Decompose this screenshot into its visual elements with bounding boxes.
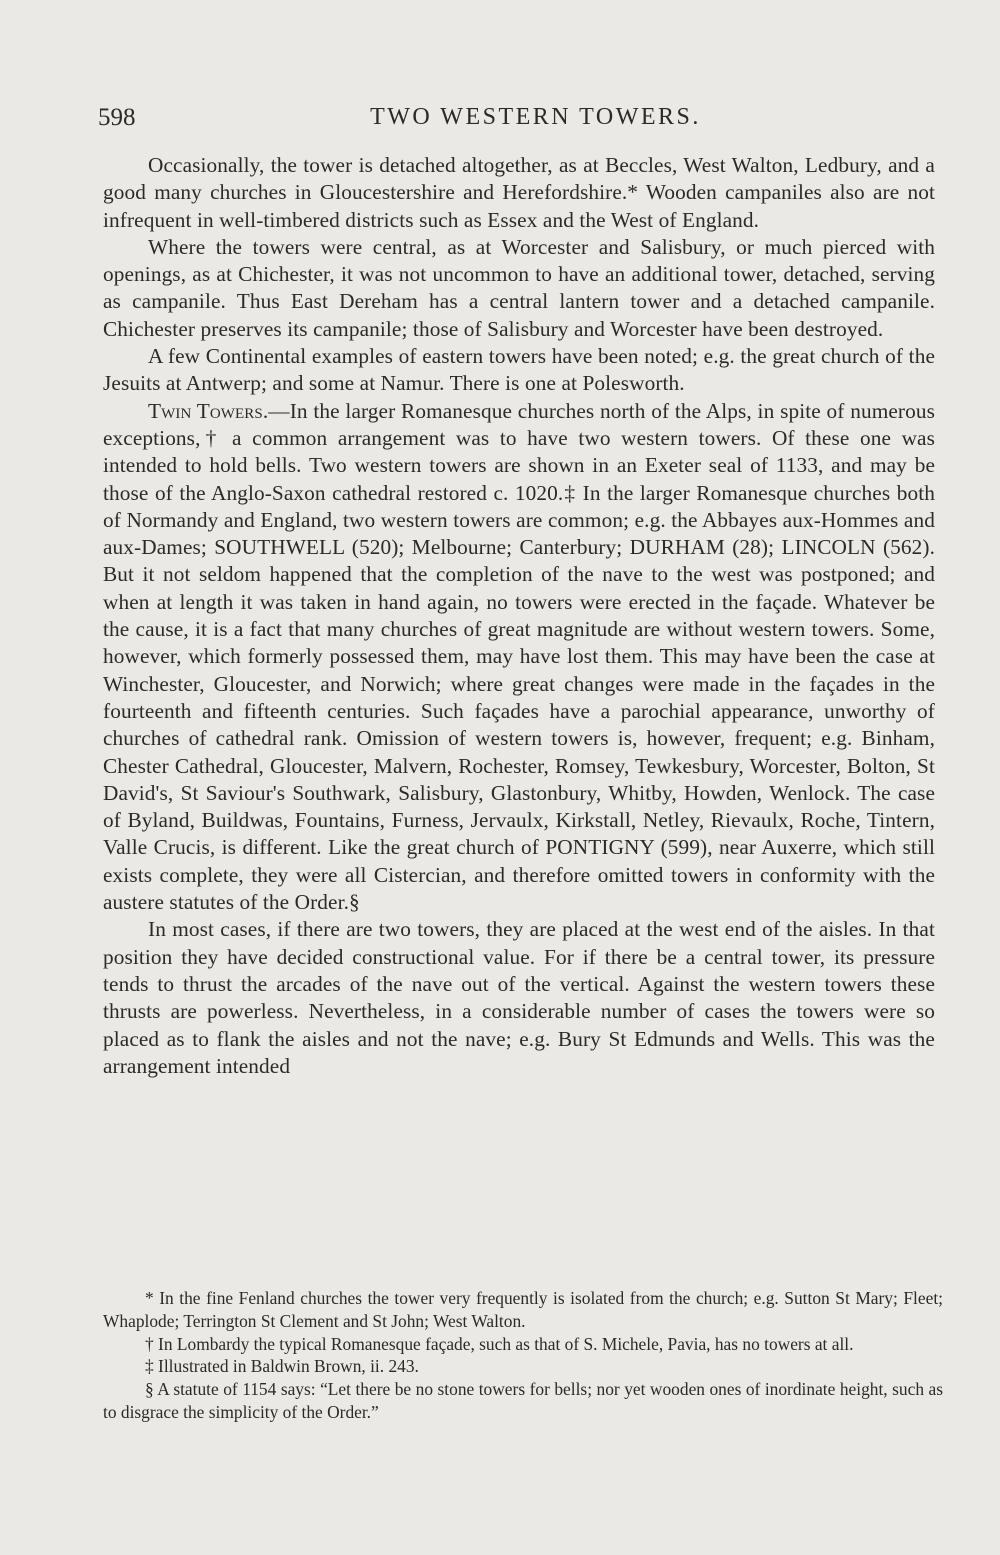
paragraph-tower-placement: In most cases, if there are two towers, they are placed at the west end of the aisles. In that position they have decided constructional value. For if there be a central tower, its pressure tends to thrust the arcades of the nave out of the vertical. Against the western towers these thrusts are powerless. Nevertheless, in a considerable number of cases the towers were so placed as to flank the aisles and not the nave; e.g. Bury St Edmunds and Wells. This was the arrangement intended [103, 917, 935, 1078]
paragraph-detached-towers: Occasionally, the tower is detached altogether, as at Beccles, West Walton, Ledbury, and a good many churches in Gloucestershire and Herefordshire.* Wooden campaniles also are not infrequent in well-timbered districts such as Essex and the West of England. [103, 153, 935, 232]
paragraph-eastern-towers: A few Continental examples of eastern towers have been noted; e.g. the great church of the Jesuits at Antwerp; and some at Namur. There is one at Polesworth. [103, 344, 935, 396]
paragraph-twin-towers-text: —In the larger Romanesque churches north of the Alps, in spite of numerous exceptions,† a common arrangement was to have two western towers. Of these one was intended to hold bells. Two western towers are shown in an Exeter seal of 1133, and may be those of the Anglo-Saxon cathedral restored c. 1020.‡ In the larger Romanesque churches both of Normandy and England, two western towers are common; e.g. the Abbayes aux-Hommes and aux-Dames; SOUTHWELL (520); Melbourne; Canterbury; DURHAM (28); LINCOLN (562). But it not seldom happened that the completion of the nave to the west was postponed; and when at length it was taken in hand again, no towers were erected in the façade. Whatever be the cause, it is a fact that many churches of great magnitude are without western towers. Some, however, which formerly possessed them, may have lost them. This may have been the case at Winchester, Gloucester, and Norwich; where great changes were made in the façades in the fourteenth and fifteenth centuries. Such façades have a parochial appearance, unworthy of churches of cathedral rank. Omission of western towers is, however, frequent; e.g. Binham, Chester Cathedral, Gloucester, Malvern, Rochester, Romsey, Tewkesbury, Worcester, Bolton, St David's, St Saviour's Southwark, Salisbury, Glastonbury, Whitby, Howden, Wenlock. The case of Byland, Buildwas, Fountains, Furness, Jervaulx, Kirkstall, Netley, Rievaulx, Roche, Tintern, Valle Crucis, is different. Like the great church of PONTIGNY (599), near Auxerre, which still exists complete, they were all Cistercian, and therefore omitted towers in conformity with the austere statutes of the Order.§ [103, 398, 935, 915]
paragraph-central-towers: Where the towers were central, as at Worcester and Salisbury, or much pierced with openings, as at Chichester, it was not uncommon to have an additional tower, detached, serving as campanile. Thus East Dereham has a central lantern tower and a detached campanile. Chichester preserves its campanile; those of Salisbury and Worcester have been destroyed. [103, 234, 935, 341]
footnote-double-dagger: ‡ Illustrated in Baldwin Brown, ii. 243. [145, 1356, 419, 1377]
footnotes [103, 1287, 943, 1424]
running-title: TWO WESTERN TOWERS. [370, 104, 701, 130]
footnote-asterisk: * In the fine Fenland churches the tower very frequently is isolated from the church; e.g. Sutton St Mary; Fleet; Whaplode; Terrington St Clement and St John; West Walton. [103, 1288, 943, 1331]
page-header [98, 104, 943, 140]
footnote-dagger: † In Lombardy the typical Romanesque façade, such as that of S. Michele, Pavia, has no towers at all. [145, 1333, 854, 1354]
paragraph-twin-towers [103, 398, 935, 917]
section-heading: Twin Towers. [148, 398, 269, 423]
body-text [103, 152, 935, 1080]
page-number: 598 [98, 104, 136, 131]
footnote-section: § A statute of 1154 says: “Let there be no stone towers for bells; nor yet wooden ones of inordinate height, such as to disgrace the simplicity of the Order.” [103, 1379, 943, 1422]
